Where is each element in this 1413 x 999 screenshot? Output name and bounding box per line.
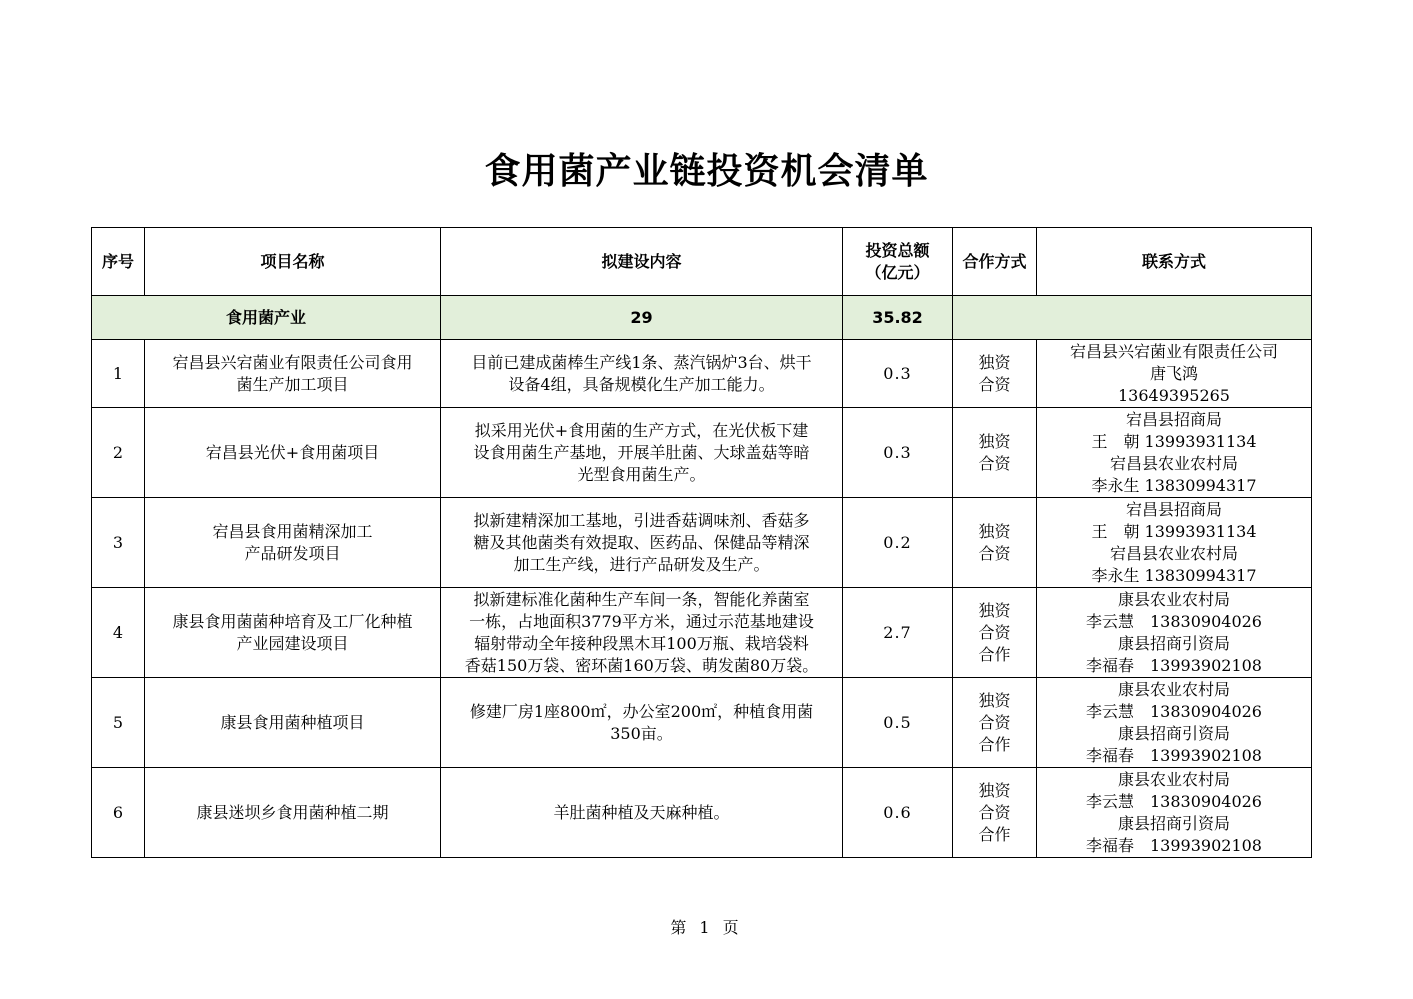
project-content [441, 678, 843, 768]
contact-info-line: 王 朝 13993931134 [1091, 521, 1257, 541]
contact-info [1037, 498, 1312, 588]
project-content [441, 768, 843, 858]
cooperation-mode [953, 498, 1037, 588]
project-content-line: 光型食用菌生产。 [577, 464, 706, 484]
project-name-line: 宕昌县兴宕菌业有限责任公司食用 [172, 352, 413, 372]
cooperation-mode-line: 合作 [978, 824, 1011, 844]
project-name [145, 768, 441, 858]
project-name-line: 宕昌县食用菌精深加工 [212, 521, 373, 541]
cooperation-mode [953, 588, 1037, 678]
cooperation-mode-line: 独资 [978, 431, 1011, 451]
contact-info-line: 李永生 13830994317 [1091, 565, 1257, 585]
contact-info-line: 李福春 13993902108 [1086, 745, 1262, 765]
table-row [92, 340, 1312, 408]
project-content-line: 羊肚菌种植及天麻种植。 [553, 802, 730, 822]
contact-info-line: 康县农业农村局 [1117, 679, 1230, 699]
project-name-line: 康县迷坝乡食用菌种植二期 [196, 802, 389, 822]
header-contact: 联系方式 [1037, 228, 1312, 296]
project-name [145, 340, 441, 408]
investment-amount: 2.7 [843, 588, 953, 678]
contact-info-line: 宕昌县农业农村局 [1109, 453, 1238, 473]
header-name: 项目名称 [145, 228, 441, 296]
project-content-line: 修建厂房1座800㎡，办公室200㎡，种植食用菌 [469, 701, 814, 721]
contact-info [1037, 408, 1312, 498]
cooperation-mode-line: 合作 [978, 734, 1011, 754]
contact-info-line: 唐飞鸿 [1149, 363, 1198, 383]
cooperation-mode [953, 408, 1037, 498]
project-content-line: 350亩。 [610, 723, 673, 743]
category-count: 29 [441, 296, 843, 340]
contact-info-line: 王 朝 13993931134 [1091, 431, 1257, 451]
project-content-line: 香菇150万袋、密环菌160万袋、萌发菌80万袋。 [464, 655, 819, 675]
table-row [92, 588, 1312, 678]
cooperation-mode [953, 768, 1037, 858]
contact-info-line: 康县农业农村局 [1117, 589, 1230, 609]
cooperation-mode-line: 独资 [978, 521, 1011, 541]
cooperation-mode-line: 合作 [978, 644, 1011, 664]
investment-amount: 0.5 [843, 678, 953, 768]
investment-table [91, 227, 1312, 858]
contact-info [1037, 588, 1312, 678]
header-content: 拟建设内容 [441, 228, 843, 296]
investment-amount: 0.3 [843, 340, 953, 408]
investment-amount: 0.6 [843, 768, 953, 858]
project-content-line: 加工生产线，进行产品研发及生产。 [513, 554, 770, 574]
cooperation-mode-line: 合资 [978, 543, 1011, 563]
cooperation-mode-line: 独资 [978, 690, 1011, 710]
contact-info-line: 康县招商引资局 [1117, 813, 1230, 833]
project-name [145, 408, 441, 498]
header-no: 序号 [92, 228, 145, 296]
contact-info-line: 李云慧 13830904026 [1086, 791, 1262, 811]
contact-info-line: 康县招商引资局 [1117, 723, 1230, 743]
project-name [145, 678, 441, 768]
header-row [92, 228, 1312, 296]
category-empty [953, 296, 1312, 340]
contact-info-line: 宕昌县农业农村局 [1109, 543, 1238, 563]
contact-info-line: 宕昌县招商局 [1125, 499, 1222, 519]
project-content [441, 408, 843, 498]
cooperation-mode-line: 合资 [978, 802, 1011, 822]
project-name [145, 498, 441, 588]
page-footer: 第 1 页 [670, 918, 743, 937]
table-body [92, 340, 1312, 858]
contact-info-line: 李福春 13993902108 [1086, 655, 1262, 675]
contact-info-line: 宕昌县招商局 [1125, 409, 1222, 429]
project-name [145, 588, 441, 678]
cooperation-mode-line: 合资 [978, 622, 1011, 642]
table-row [92, 498, 1312, 588]
project-content-line: 设备4组，具备规模化生产加工能力。 [508, 374, 775, 394]
table-row [92, 768, 1312, 858]
row-number: 5 [92, 678, 145, 768]
contact-info-line: 康县农业农村局 [1117, 769, 1230, 789]
project-name-line: 康县食用菌种植项目 [220, 712, 365, 732]
project-name-line: 产品研发项目 [244, 543, 341, 563]
row-number: 1 [92, 340, 145, 408]
project-content-line: 糖及其他菌类有效提取、医药品、保健品等精深 [473, 532, 810, 552]
investment-amount: 0.3 [843, 408, 953, 498]
category-total: 35.82 [843, 296, 953, 340]
cooperation-mode [953, 340, 1037, 408]
cooperation-mode [953, 678, 1037, 768]
contact-info-line: 李云慧 13830904026 [1086, 611, 1262, 631]
project-name-line: 产业园建设项目 [236, 633, 349, 653]
header-invest-line1: 投资总额 [865, 240, 930, 260]
table-row [92, 408, 1312, 498]
row-number: 2 [92, 408, 145, 498]
project-content-line: 拟采用光伏+食用菌的生产方式，在光伏板下建 [474, 420, 809, 440]
project-content [441, 498, 843, 588]
header-coop: 合作方式 [953, 228, 1037, 296]
contact-info [1037, 678, 1312, 768]
contact-info-line: 宕昌县兴宕菌业有限责任公司 [1069, 341, 1278, 361]
contact-info-line: 13649395265 [1118, 385, 1230, 405]
row-number: 4 [92, 588, 145, 678]
contact-info [1037, 340, 1312, 408]
project-content [441, 340, 843, 408]
contact-info-line: 康县招商引资局 [1117, 633, 1230, 653]
project-content-line: 一栋，占地面积3779平方米，通过示范基地建设 [469, 611, 814, 631]
page-title: 食用菌产业链投资机会清单 [484, 151, 929, 192]
cooperation-mode-line: 独资 [978, 600, 1011, 620]
category-label: 食用菌产业 [92, 296, 441, 340]
cooperation-mode-line: 独资 [978, 352, 1011, 372]
project-content-line: 设食用菌生产基地，开展羊肚菌、大球盖菇等暗 [473, 442, 810, 462]
table-row [92, 678, 1312, 768]
contact-info-line: 李福春 13993902108 [1086, 835, 1262, 855]
header-invest [843, 228, 953, 296]
project-name-line: 宕昌县光伏+食用菌项目 [205, 442, 380, 462]
cooperation-mode-line: 独资 [978, 780, 1011, 800]
contact-info-line: 李永生 13830994317 [1091, 475, 1257, 495]
project-content [441, 588, 843, 678]
cooperation-mode-line: 合资 [978, 453, 1011, 473]
investment-amount: 0.2 [843, 498, 953, 588]
project-name-line: 菌生产加工项目 [236, 374, 349, 394]
row-number: 3 [92, 498, 145, 588]
row-number: 6 [92, 768, 145, 858]
cooperation-mode-line: 合资 [978, 374, 1011, 394]
contact-info [1037, 768, 1312, 858]
project-content-line: 目前已建成菌棒生产线1条、蒸汽锅炉3台、烘干 [471, 352, 812, 372]
project-content-line: 拟新建精深加工基地，引进香菇调味剂、香菇多 [473, 510, 810, 530]
project-name-line: 康县食用菌菌种培育及工厂化种植 [172, 611, 413, 631]
project-content-line: 拟新建标准化菌种生产车间一条，智能化养菌室 [473, 589, 810, 609]
category-row [92, 296, 1312, 340]
contact-info-line: 李云慧 13830904026 [1086, 701, 1262, 721]
cooperation-mode-line: 合资 [978, 712, 1011, 732]
project-content-line: 辐射带动全年接种段黑木耳100万瓶、栽培袋料 [474, 633, 809, 653]
header-invest-line2: （亿元） [865, 262, 930, 282]
